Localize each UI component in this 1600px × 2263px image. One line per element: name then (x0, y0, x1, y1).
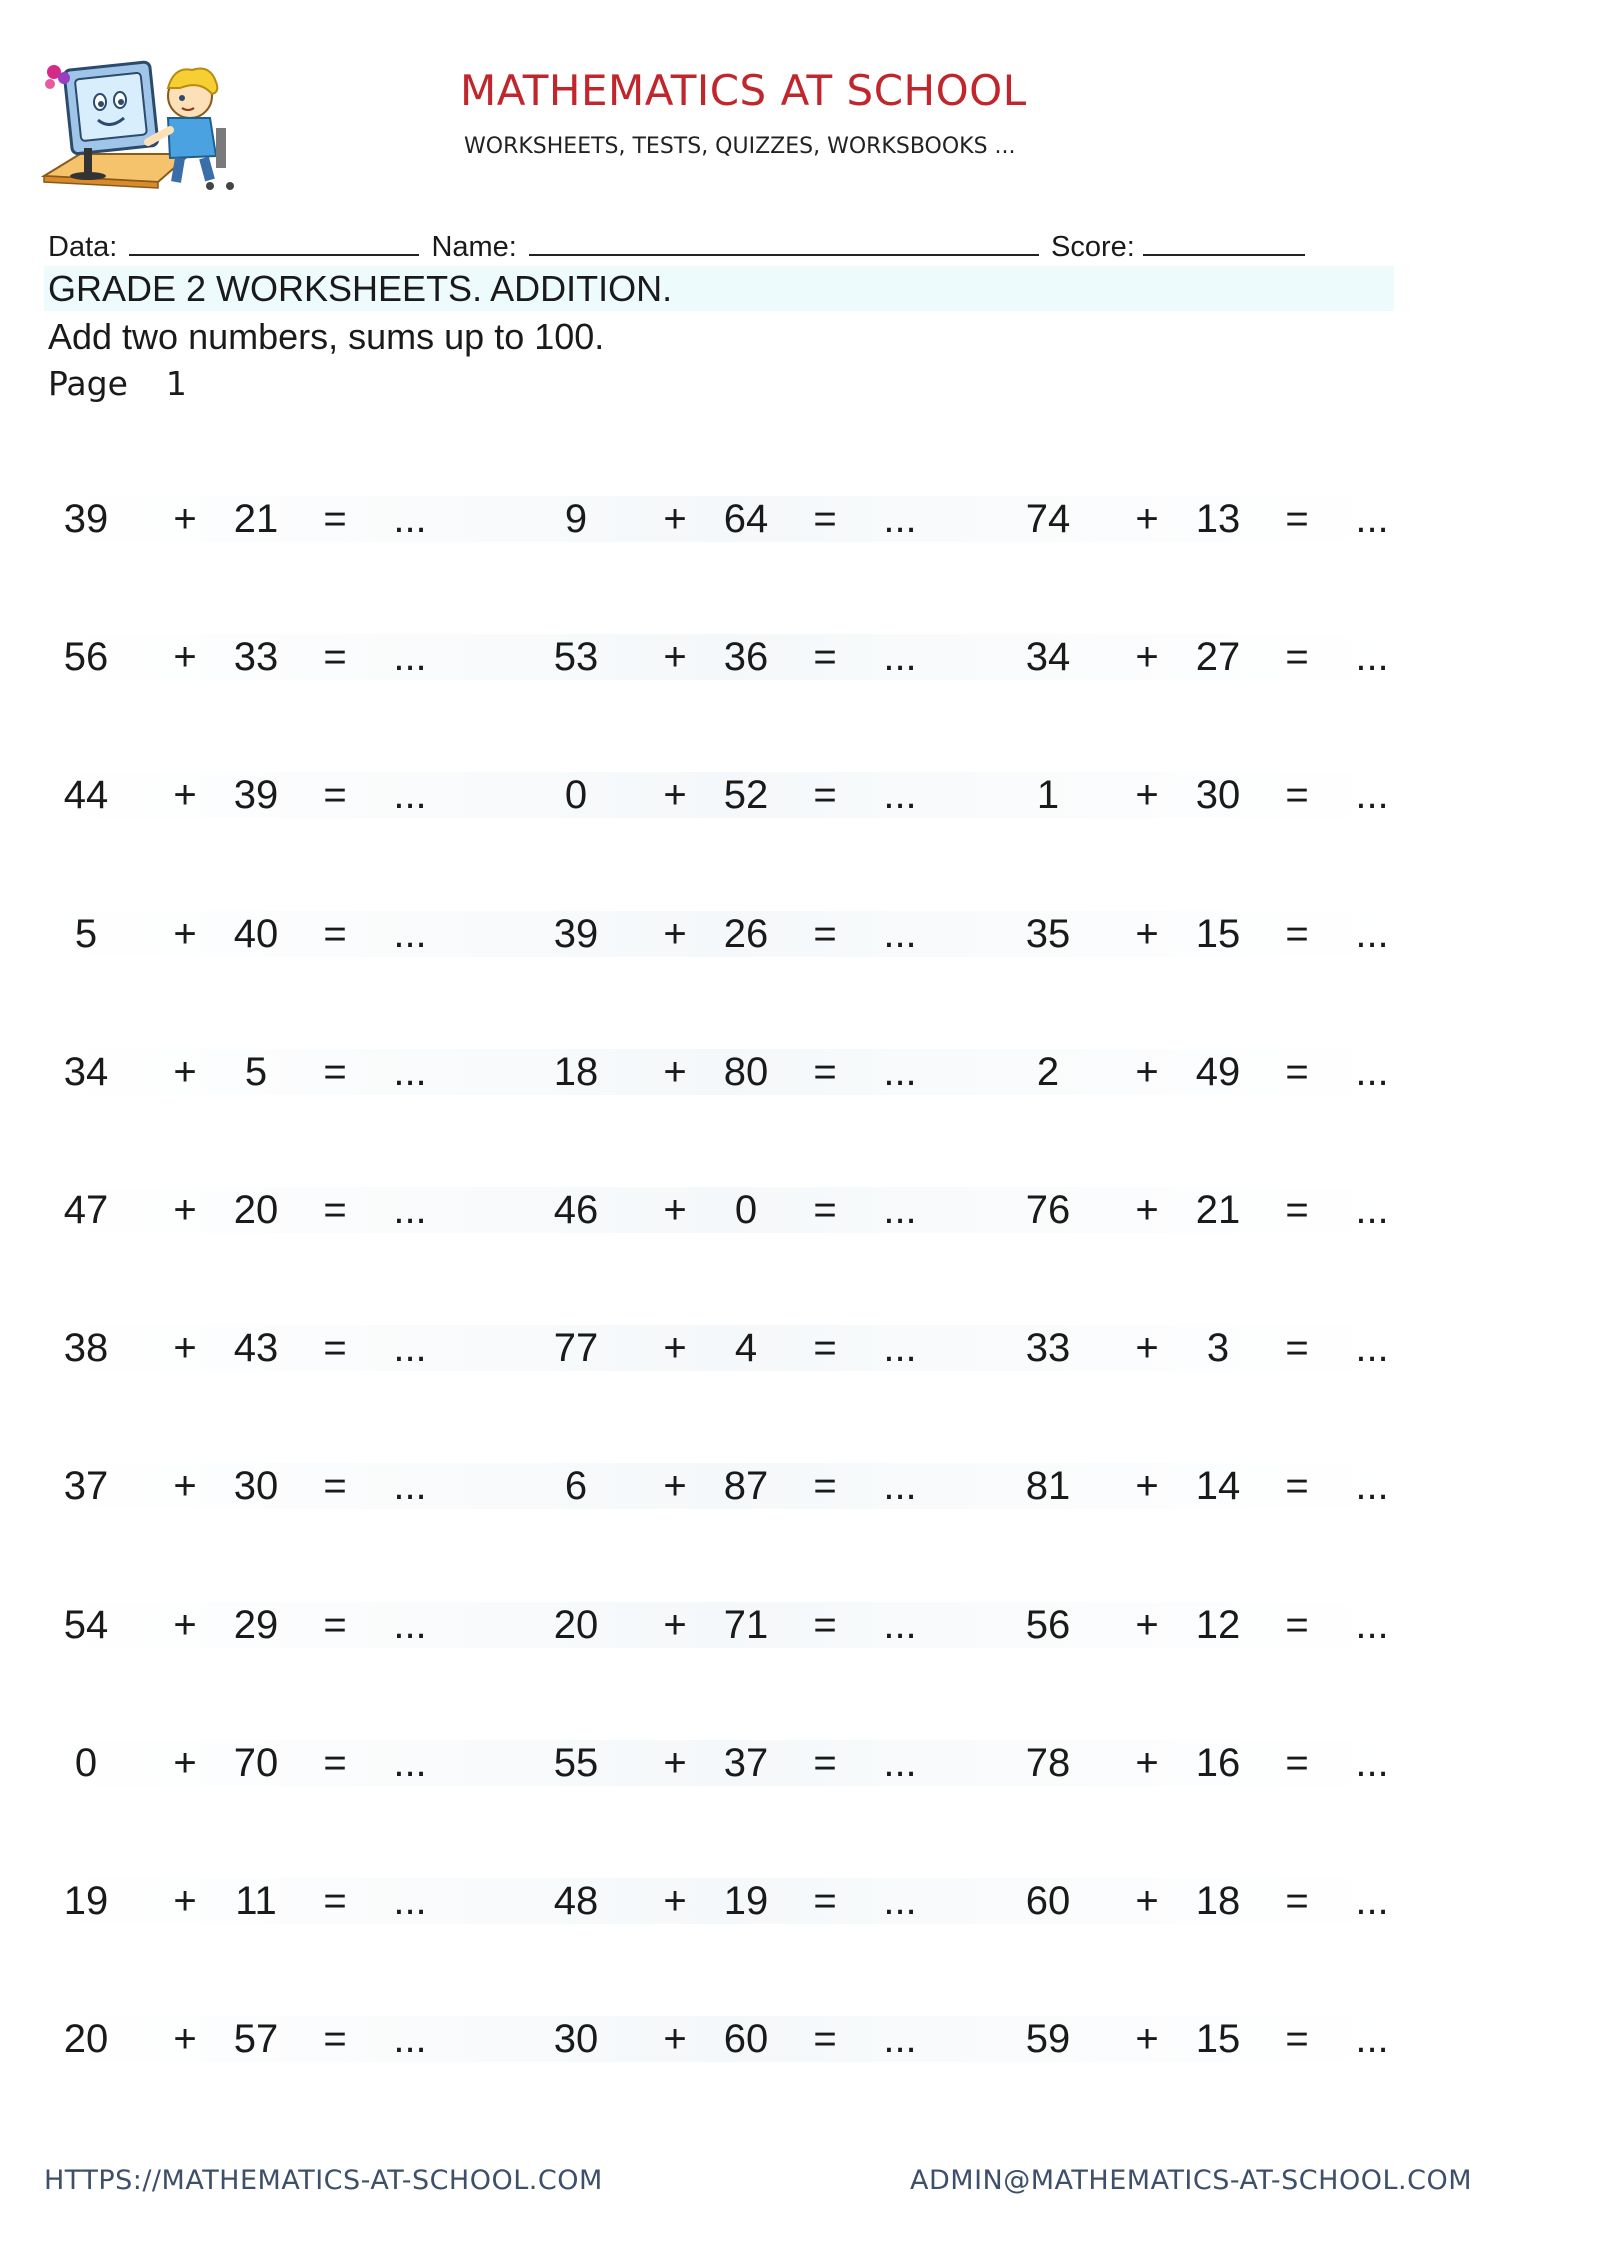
equals-sign: = (1285, 1050, 1309, 1094)
plus-sign: + (1135, 1741, 1159, 1785)
date-field[interactable] (129, 228, 419, 256)
first-addend: 39 (63, 497, 109, 541)
plus-sign: + (663, 1741, 687, 1785)
footer-website-link[interactable]: HTTPS://MATHEMATICS-AT-SCHOOL.COM (44, 2165, 603, 2196)
equals-sign: = (1285, 1741, 1309, 1785)
answer-blank[interactable]: ... (1355, 1464, 1389, 1508)
first-addend: 2 (1036, 1050, 1060, 1094)
first-addend: 34 (63, 1050, 109, 1094)
first-addend: 6 (564, 1464, 588, 1508)
first-addend: 0 (564, 773, 588, 817)
site-title: MATHEMATICS AT SCHOOL (460, 66, 1027, 115)
second-addend: 15 (1195, 912, 1241, 956)
plus-sign: + (173, 1326, 197, 1370)
answer-blank[interactable]: ... (1355, 2017, 1389, 2061)
first-addend: 81 (1025, 1464, 1071, 1508)
equals-sign: = (813, 1050, 837, 1094)
plus-sign: + (663, 1188, 687, 1232)
equals-sign: = (1285, 497, 1309, 541)
second-addend: 12 (1195, 1603, 1241, 1647)
equals-sign: = (1285, 2017, 1309, 2061)
plus-sign: + (663, 1603, 687, 1647)
second-addend: 87 (723, 1464, 769, 1508)
second-addend: 39 (233, 773, 279, 817)
site-subtitle: WORKSHEETS, TESTS, QUIZZES, WORKSBOOKS ... (464, 134, 1016, 159)
plus-sign: + (1135, 773, 1159, 817)
answer-blank[interactable]: ... (393, 773, 427, 817)
answer-blank[interactable]: ... (1355, 773, 1389, 817)
second-addend: 70 (233, 1741, 279, 1785)
plus-sign: + (173, 635, 197, 679)
first-addend: 19 (63, 1879, 109, 1923)
answer-blank[interactable]: ... (883, 1188, 917, 1232)
equals-sign: = (323, 1741, 347, 1785)
answer-blank[interactable]: ... (883, 1464, 917, 1508)
answer-blank[interactable]: ... (883, 497, 917, 541)
first-addend: 56 (1025, 1603, 1071, 1647)
plus-sign: + (173, 912, 197, 956)
answer-blank[interactable]: ... (883, 1741, 917, 1785)
equals-sign: = (323, 497, 347, 541)
plus-sign: + (663, 2017, 687, 2061)
equals-sign: = (1285, 635, 1309, 679)
second-addend: 52 (723, 773, 769, 817)
first-addend: 48 (553, 1879, 599, 1923)
plus-sign: + (1135, 2017, 1159, 2061)
equals-sign: = (323, 635, 347, 679)
answer-blank[interactable]: ... (883, 1326, 917, 1370)
second-addend: 80 (723, 1050, 769, 1094)
first-addend: 35 (1025, 912, 1071, 956)
first-addend: 18 (553, 1050, 599, 1094)
worksheet-heading: GRADE 2 WORKSHEETS. ADDITION. (48, 268, 673, 309)
page-indicator (48, 364, 187, 403)
equals-sign: = (323, 1464, 347, 1508)
page-number: 1 (165, 364, 187, 403)
second-addend: 11 (235, 1879, 277, 1923)
first-addend: 78 (1025, 1741, 1071, 1785)
equals-sign: = (1285, 1326, 1309, 1370)
plus-sign: + (173, 1464, 197, 1508)
equals-sign: = (323, 1188, 347, 1232)
plus-sign: + (173, 1741, 197, 1785)
second-addend: 40 (233, 912, 279, 956)
second-addend: 64 (723, 497, 769, 541)
plus-sign: + (1135, 912, 1159, 956)
answer-blank[interactable]: ... (393, 1603, 427, 1647)
second-addend: 57 (233, 2017, 279, 2061)
first-addend: 20 (63, 2017, 109, 2061)
second-addend: 60 (723, 2017, 769, 2061)
answer-blank[interactable]: ... (393, 912, 427, 956)
equals-sign: = (813, 773, 837, 817)
answer-blank[interactable]: ... (883, 1050, 917, 1094)
equals-sign: = (1285, 1464, 1309, 1508)
score-field[interactable] (1143, 228, 1305, 256)
equals-sign: = (813, 912, 837, 956)
answer-blank[interactable]: ... (393, 497, 427, 541)
footer-email-link[interactable]: ADMIN@MATHEMATICS-AT-SCHOOL.COM (910, 2165, 1472, 2196)
equals-sign: = (323, 1326, 347, 1370)
second-addend: 71 (723, 1603, 769, 1647)
plus-sign: + (663, 912, 687, 956)
answer-blank[interactable]: ... (883, 773, 917, 817)
equals-sign: = (813, 635, 837, 679)
equals-sign: = (323, 912, 347, 956)
first-addend: 47 (63, 1188, 109, 1232)
answer-blank[interactable]: ... (393, 635, 427, 679)
equals-sign: = (813, 1326, 837, 1370)
answer-blank[interactable]: ... (883, 635, 917, 679)
second-addend: 14 (1195, 1464, 1241, 1508)
equals-sign: = (1285, 1603, 1309, 1647)
plus-sign: + (173, 773, 197, 817)
plus-sign: + (173, 1188, 197, 1232)
score-label: Score: (1051, 231, 1135, 263)
second-addend: 36 (723, 635, 769, 679)
answer-blank[interactable]: ... (393, 2017, 427, 2061)
answer-blank[interactable]: ... (393, 1326, 427, 1370)
answer-blank[interactable]: ... (883, 2017, 917, 2061)
plus-sign: + (663, 1326, 687, 1370)
second-addend: 21 (233, 497, 279, 541)
first-addend: 0 (74, 1741, 98, 1785)
answer-blank[interactable]: ... (393, 1188, 427, 1232)
equals-sign: = (1285, 912, 1309, 956)
plus-sign: + (663, 635, 687, 679)
first-addend: 20 (553, 1603, 599, 1647)
plus-sign: + (173, 1879, 197, 1923)
plus-sign: + (173, 1603, 197, 1647)
first-addend: 39 (553, 912, 599, 956)
first-addend: 44 (63, 773, 109, 817)
equals-sign: = (813, 1464, 837, 1508)
computer-with-boy-icon (40, 58, 250, 193)
answer-blank[interactable]: ... (393, 1464, 427, 1508)
plus-sign: + (1135, 635, 1159, 679)
equals-sign: = (323, 1603, 347, 1647)
second-addend: 3 (1206, 1326, 1230, 1370)
plus-sign: + (663, 773, 687, 817)
second-addend: 21 (1195, 1188, 1241, 1232)
equals-sign: = (813, 1188, 837, 1232)
first-addend: 5 (74, 912, 98, 956)
first-addend: 53 (553, 635, 599, 679)
date-label: Data: (48, 231, 118, 263)
plus-sign: + (663, 1879, 687, 1923)
answer-blank[interactable]: ... (1355, 912, 1389, 956)
answer-blank[interactable]: ... (393, 1050, 427, 1094)
plus-sign: + (1135, 1879, 1159, 1923)
second-addend: 37 (723, 1741, 769, 1785)
first-addend: 74 (1025, 497, 1071, 541)
second-addend: 29 (233, 1603, 279, 1647)
name-label: Name: (431, 231, 517, 263)
plus-sign: + (663, 1464, 687, 1508)
first-addend: 30 (553, 2017, 599, 2061)
answer-blank[interactable]: ... (1355, 635, 1389, 679)
answer-blank[interactable]: ... (1355, 497, 1389, 541)
answer-blank[interactable]: ... (1355, 1326, 1389, 1370)
plus-sign: + (173, 2017, 197, 2061)
second-addend: 5 (244, 1050, 268, 1094)
first-addend: 38 (63, 1326, 109, 1370)
first-addend: 54 (63, 1603, 109, 1647)
equals-sign: = (1285, 773, 1309, 817)
first-addend: 33 (1025, 1326, 1071, 1370)
plus-sign: + (173, 1050, 197, 1094)
first-addend: 9 (564, 497, 588, 541)
plus-sign: + (1135, 497, 1159, 541)
answer-blank[interactable]: ... (1355, 1879, 1389, 1923)
plus-sign: + (173, 497, 197, 541)
answer-blank[interactable]: ... (1355, 1188, 1389, 1232)
first-addend: 60 (1025, 1879, 1071, 1923)
name-field[interactable] (529, 228, 1039, 256)
first-addend: 56 (63, 635, 109, 679)
equals-sign: = (813, 497, 837, 541)
second-addend: 43 (233, 1326, 279, 1370)
answer-blank[interactable]: ... (1355, 1741, 1389, 1785)
plus-sign: + (663, 497, 687, 541)
answer-blank[interactable]: ... (1355, 1050, 1389, 1094)
plus-sign: + (1135, 1603, 1159, 1647)
answer-blank[interactable]: ... (393, 1741, 427, 1785)
answer-blank[interactable]: ... (883, 1603, 917, 1647)
first-addend: 1 (1036, 773, 1060, 817)
equals-sign: = (1285, 1879, 1309, 1923)
first-addend: 34 (1025, 635, 1071, 679)
equals-sign: = (323, 1050, 347, 1094)
student-info-line (48, 228, 1309, 264)
equals-sign: = (323, 2017, 347, 2061)
second-addend: 4 (734, 1326, 758, 1370)
equals-sign: = (323, 773, 347, 817)
answer-blank[interactable]: ... (393, 1879, 427, 1923)
answer-blank[interactable]: ... (883, 1879, 917, 1923)
second-addend: 15 (1195, 2017, 1241, 2061)
second-addend: 20 (233, 1188, 279, 1232)
second-addend: 19 (723, 1879, 769, 1923)
equals-sign: = (813, 2017, 837, 2061)
plus-sign: + (1135, 1188, 1159, 1232)
second-addend: 30 (1195, 773, 1241, 817)
plus-sign: + (1135, 1464, 1159, 1508)
plus-sign: + (663, 1050, 687, 1094)
second-addend: 16 (1195, 1741, 1241, 1785)
worksheet-instruction: Add two numbers, sums up to 100. (48, 316, 605, 357)
page-label: Page (48, 364, 128, 403)
equals-sign: = (813, 1879, 837, 1923)
plus-sign: + (1135, 1326, 1159, 1370)
second-addend: 30 (233, 1464, 279, 1508)
first-addend: 46 (553, 1188, 599, 1232)
second-addend: 18 (1195, 1879, 1241, 1923)
second-addend: 33 (233, 635, 279, 679)
equals-sign: = (813, 1603, 837, 1647)
first-addend: 55 (553, 1741, 599, 1785)
first-addend: 37 (63, 1464, 109, 1508)
second-addend: 26 (723, 912, 769, 956)
answer-blank[interactable]: ... (883, 912, 917, 956)
first-addend: 77 (553, 1326, 599, 1370)
answer-blank[interactable]: ... (1355, 1603, 1389, 1647)
second-addend: 13 (1195, 497, 1241, 541)
second-addend: 49 (1195, 1050, 1241, 1094)
plus-sign: + (1135, 1050, 1159, 1094)
equals-sign: = (1285, 1188, 1309, 1232)
second-addend: 27 (1195, 635, 1241, 679)
equals-sign: = (813, 1741, 837, 1785)
equals-sign: = (323, 1879, 347, 1923)
first-addend: 76 (1025, 1188, 1071, 1232)
first-addend: 59 (1025, 2017, 1071, 2061)
second-addend: 0 (734, 1188, 758, 1232)
